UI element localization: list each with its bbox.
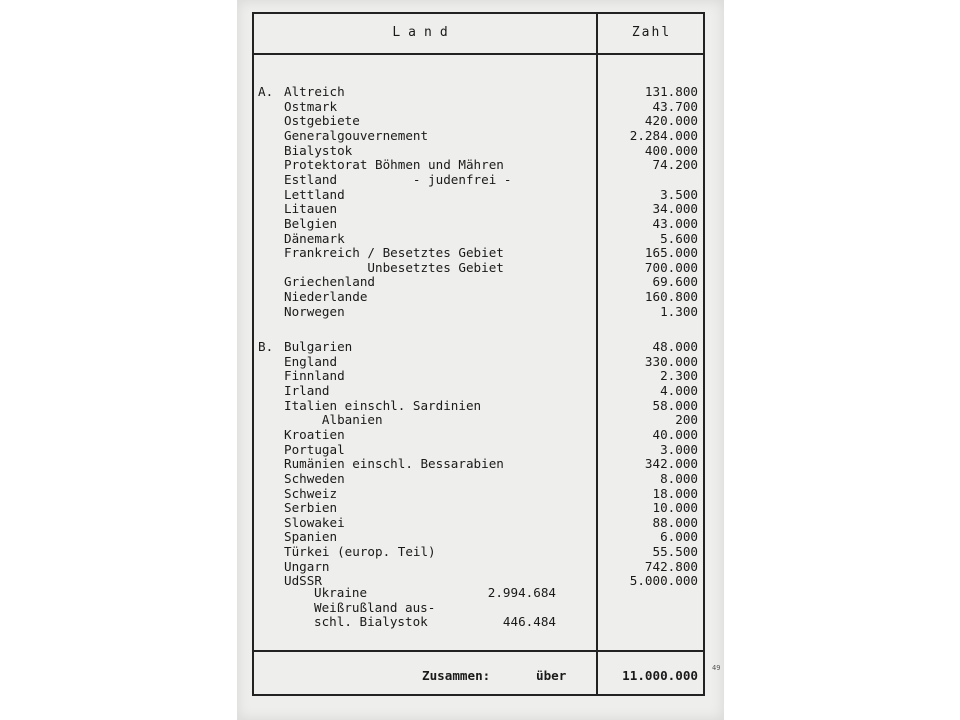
- total-label: Zusammen:: [422, 668, 491, 683]
- table-row: [258, 172, 698, 187]
- table-row: [258, 260, 698, 275]
- country-count: 10.000: [652, 500, 698, 516]
- table-row: [258, 304, 698, 319]
- page-number: 49: [712, 664, 721, 672]
- country-name: Slowakei: [284, 514, 345, 530]
- country-name: England: [284, 353, 338, 369]
- table-row: [258, 289, 698, 304]
- country-count: 1.300: [660, 303, 698, 319]
- table-row: [258, 559, 698, 574]
- udssr-sub-row: [314, 585, 564, 600]
- table-row: [258, 157, 698, 172]
- country-count: 160.800: [644, 289, 698, 305]
- sub-region-name: Weißrußland aus-: [314, 599, 436, 615]
- country-name: Bulgarien: [284, 339, 353, 354]
- section-label: A.: [258, 84, 274, 99]
- table-row: [258, 245, 698, 260]
- section-label: B.: [258, 339, 274, 354]
- table-row: [258, 187, 698, 202]
- table-row: [258, 216, 698, 231]
- country-count: 400.000: [644, 142, 698, 158]
- table-row: [258, 128, 698, 143]
- table-row: [258, 471, 698, 486]
- country-name: Estland - judenfrei -: [284, 171, 512, 187]
- country-name: Frankreich / Besetztes Gebiet: [284, 245, 504, 261]
- country-name: Belgien: [284, 215, 338, 231]
- sub-region-name: schl. Bialystok: [314, 614, 428, 630]
- total-value: 11.000.000: [622, 668, 698, 683]
- country-name: Albanien: [284, 412, 383, 428]
- country-count: 700.000: [644, 259, 698, 275]
- country-name: Schweiz: [284, 485, 338, 501]
- column-header-zahl: Zahl: [631, 25, 672, 40]
- country-count: 88.000: [652, 514, 698, 530]
- table-row: [258, 515, 698, 530]
- country-name: UdSSR: [284, 573, 322, 589]
- country-count: 74.200: [652, 157, 698, 173]
- table-row: [258, 529, 698, 544]
- sub-region-name: Ukraine: [314, 585, 368, 600]
- country-count: 58.000: [652, 397, 698, 413]
- table-row: [258, 339, 698, 354]
- table-row: [258, 398, 698, 413]
- country-count: 5.600: [660, 230, 698, 246]
- country-name: Ostmark: [284, 98, 338, 114]
- country-count: 40.000: [652, 426, 698, 442]
- country-name: Norwegen: [284, 303, 345, 319]
- country-count: 165.000: [644, 245, 698, 261]
- country-count: 55.500: [652, 544, 698, 560]
- country-name: Bialystok: [284, 142, 353, 158]
- country-count: 131.800: [644, 84, 698, 99]
- table-row: [258, 274, 698, 289]
- country-count: 3.000: [660, 441, 698, 457]
- table-row: [258, 456, 698, 471]
- country-count: 742.800: [644, 558, 698, 574]
- header-rule: [252, 53, 705, 55]
- table-row: [258, 427, 698, 442]
- country-count: 69.600: [652, 274, 698, 290]
- country-name: Ostgebiete: [284, 113, 360, 129]
- column-header-land: Land: [392, 25, 456, 40]
- table-row: [258, 99, 698, 114]
- table-row: [258, 201, 698, 216]
- country-name: Kroatien: [284, 426, 345, 442]
- table-row: [258, 84, 698, 99]
- table-row: [258, 412, 698, 427]
- table-row: [258, 354, 698, 369]
- country-name: Generalgouvernement: [284, 127, 429, 143]
- country-name: Niederlande: [284, 289, 368, 305]
- country-count: 43.700: [652, 98, 698, 114]
- country-count: 48.000: [652, 339, 698, 354]
- country-name: Serbien: [284, 500, 338, 516]
- country-count: 2.284.000: [629, 127, 698, 143]
- country-count: 2.300: [660, 368, 698, 384]
- country-count: 4.000: [660, 382, 698, 398]
- country-name: Dänemark: [284, 230, 345, 246]
- country-name: Irland: [284, 382, 330, 398]
- table-row: [258, 143, 698, 158]
- country-name: Ungarn: [284, 558, 330, 574]
- country-name: Türkei (europ. Teil): [284, 544, 436, 560]
- udssr-sub-row: [314, 614, 564, 629]
- total-rule: [252, 650, 705, 652]
- country-count: 34.000: [652, 201, 698, 217]
- country-count: 6.000: [660, 529, 698, 545]
- total-over: über: [536, 668, 567, 683]
- table-row: [258, 113, 698, 128]
- country-count: 342.000: [644, 456, 698, 472]
- country-count: 43.000: [652, 215, 698, 231]
- country-name: Rumänien einschl. Bessarabien: [284, 456, 504, 472]
- sub-region-count: 2.994.684: [487, 585, 556, 600]
- country-count: 5.000.000: [629, 573, 698, 589]
- table-row: [258, 486, 698, 501]
- country-count: 420.000: [644, 113, 698, 129]
- udssr-sub-row: [314, 600, 564, 615]
- table-row: [258, 442, 698, 457]
- country-name: Litauen: [284, 201, 338, 217]
- country-name: Unbesetztes Gebiet: [284, 259, 504, 275]
- country-name: Griechenland: [284, 274, 375, 290]
- country-name: Schweden: [284, 470, 345, 486]
- country-name: Altreich: [284, 84, 345, 99]
- country-count: 330.000: [644, 353, 698, 369]
- table-row: [258, 231, 698, 246]
- country-count: 3.500: [660, 186, 698, 202]
- country-name: Portugal: [284, 441, 345, 457]
- country-name: Protektorat Böhmen und Mähren: [284, 157, 504, 173]
- country-name: Lettland: [284, 186, 345, 202]
- table-row: [258, 368, 698, 383]
- country-count: 18.000: [652, 485, 698, 501]
- table-row: [258, 500, 698, 515]
- country-name: Spanien: [284, 529, 338, 545]
- sub-region-count: 446.484: [502, 614, 556, 630]
- country-name: Italien einschl. Sardinien: [284, 397, 482, 413]
- country-name: Finnland: [284, 368, 345, 384]
- country-count: 8.000: [660, 470, 698, 486]
- table-row: [258, 544, 698, 559]
- country-count: 200: [675, 412, 698, 428]
- table-row: [258, 383, 698, 398]
